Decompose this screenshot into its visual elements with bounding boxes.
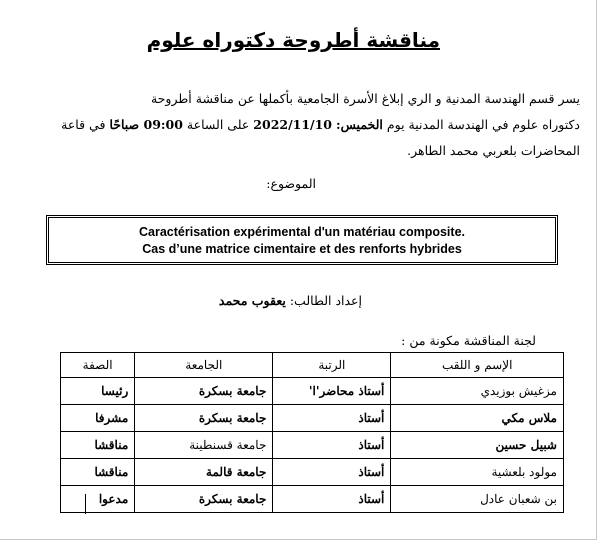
defense-time: 09:00 صباحًا bbox=[109, 117, 183, 132]
member-role: رئيسا bbox=[61, 378, 135, 405]
announcement-paragraph bbox=[40, 86, 580, 164]
member-rank: أستاذ bbox=[273, 459, 391, 486]
member-rank: أستاذ bbox=[273, 432, 391, 459]
announcement-line-2-start: دكتوراه علوم في الهندسة المدنية يوم bbox=[386, 117, 580, 132]
member-role: مناقشا bbox=[61, 432, 135, 459]
member-university: جامعة قالمة bbox=[135, 459, 273, 486]
defense-day: الخميس: bbox=[336, 117, 383, 132]
announcement-line-2-mid: على الساعة bbox=[186, 117, 250, 132]
member-name: شبيل حسين bbox=[391, 432, 564, 459]
thesis-title-box bbox=[46, 215, 558, 265]
member-role: مناقشا bbox=[61, 459, 135, 486]
table-row bbox=[61, 459, 564, 486]
committee-label: لجنة المناقشة مكونة من : bbox=[401, 333, 536, 348]
text-cursor bbox=[85, 494, 86, 514]
announcement-line-1: يسر قسم الهندسة المدنية و الري إبلاغ الأسرة الجامعية بأكملها عن مناقشة أطروحة bbox=[150, 91, 580, 106]
announcement-line-2 bbox=[40, 112, 580, 138]
member-role[interactable]: مدعوا bbox=[61, 486, 135, 513]
member-university: جامعة بسكرة bbox=[135, 486, 273, 513]
member-rank: أستاذ محاضر'ا' bbox=[273, 378, 391, 405]
thesis-title-line-1: Caractérisation expérimental d'un matériau composite. bbox=[139, 225, 465, 239]
committee-table bbox=[60, 352, 564, 513]
announcement-line-2-end: في قاعة bbox=[61, 117, 106, 132]
page-title: مناقشة أطروحة دكتوراه علوم bbox=[146, 28, 440, 52]
announcement-line-3: المحاضرات بلعربي محمد الطاهر. bbox=[407, 143, 580, 158]
table-row bbox=[61, 432, 564, 459]
table-row bbox=[61, 378, 564, 405]
member-rank: أستاذ bbox=[273, 405, 391, 432]
subject-label: الموضوع: bbox=[266, 176, 316, 191]
thesis-title-line-2: Cas d’une matrice cimentaire et des renforts hybrides bbox=[142, 242, 462, 256]
member-name: بن شعبان عادل bbox=[391, 486, 564, 513]
header-name: الإسم و اللقب bbox=[391, 353, 564, 378]
student-label: إعداد الطالب: bbox=[289, 293, 362, 308]
table-row bbox=[61, 486, 564, 513]
member-name: ملاس مكي bbox=[391, 405, 564, 432]
student-name: يعقوب محمد bbox=[218, 293, 286, 308]
student-line bbox=[219, 293, 362, 308]
table-row bbox=[61, 405, 564, 432]
member-name: مزغيش بوزيدي bbox=[391, 378, 564, 405]
member-role: مشرفا bbox=[61, 405, 135, 432]
defense-date: 2022/11/10 bbox=[253, 117, 333, 132]
member-rank: أستاذ bbox=[273, 486, 391, 513]
header-role: الصفة bbox=[61, 353, 135, 378]
member-university: جامعة بسكرة bbox=[135, 378, 273, 405]
committee-header-row bbox=[61, 353, 564, 378]
member-university: جامعة قسنطينة bbox=[135, 432, 273, 459]
member-name: مولود بلعشية bbox=[391, 459, 564, 486]
header-rank: الرتبة bbox=[273, 353, 391, 378]
member-university: جامعة بسكرة bbox=[135, 405, 273, 432]
header-university: الجامعة bbox=[135, 353, 273, 378]
